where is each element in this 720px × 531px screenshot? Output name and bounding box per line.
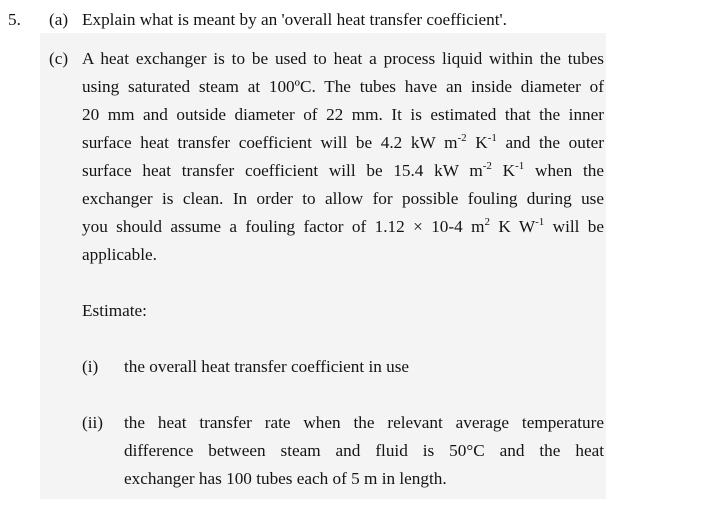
unit-exponent: -1 bbox=[535, 216, 545, 228]
part-c-line-2: using saturated steam at 100ºC. The tubes have an inside diameter of bbox=[82, 77, 604, 96]
item-ii-label: (ii) bbox=[82, 413, 103, 432]
part-a-text: Explain what is meant by an 'overall heat transfer coefficient'. bbox=[82, 10, 507, 29]
part-c-line-1: A heat exchanger is to be used to heat a process liquid within the tubes bbox=[82, 49, 604, 68]
part-c-line-7: you should assume a fouling factor of 1.12 × 10-4 $m^2$ K $W^{-1}$ will be bbox=[82, 216, 605, 236]
part-c-line-6: exchanger is clean. In order to allow for possible fouling during use bbox=[82, 189, 604, 208]
part-c-label: (c) bbox=[49, 49, 69, 68]
unit-exponent: -1 bbox=[515, 160, 525, 172]
question-number: 5. bbox=[8, 10, 21, 29]
unit-exponent: -2 bbox=[482, 160, 492, 172]
part-a-label: (a) bbox=[49, 10, 69, 29]
unit-exponent: 2 bbox=[484, 216, 490, 228]
item-i-label: (i) bbox=[82, 357, 99, 376]
item-i-text: the overall heat transfer coefficient in use bbox=[124, 357, 410, 376]
item-ii-line-2: difference between steam and fluid is 50°C and the heat bbox=[124, 441, 604, 460]
part-c-line-4: surface heat transfer coefficient will be 4.2 kW $m^{-2}$ $K^{-1}$ and the outer bbox=[82, 132, 604, 152]
part-c-line-3: 20 mm and outside diameter of 22 mm. It is estimated that the inner bbox=[82, 105, 604, 124]
unit-exponent: -1 bbox=[487, 132, 497, 144]
item-ii-line-3: exchanger has 100 tubes each of 5 m in length. bbox=[124, 469, 447, 488]
item-ii-line-1: the heat transfer rate when the relevant average temperature bbox=[124, 413, 604, 432]
unit-exponent: -2 bbox=[457, 132, 467, 144]
estimate-heading: Estimate: bbox=[82, 301, 147, 320]
part-c-line-5: surface heat transfer coefficient will be 15.4 kW $m^{-2}$ $K^{-1}$ when the bbox=[82, 160, 604, 180]
part-c-line-8: applicable. bbox=[82, 245, 157, 264]
